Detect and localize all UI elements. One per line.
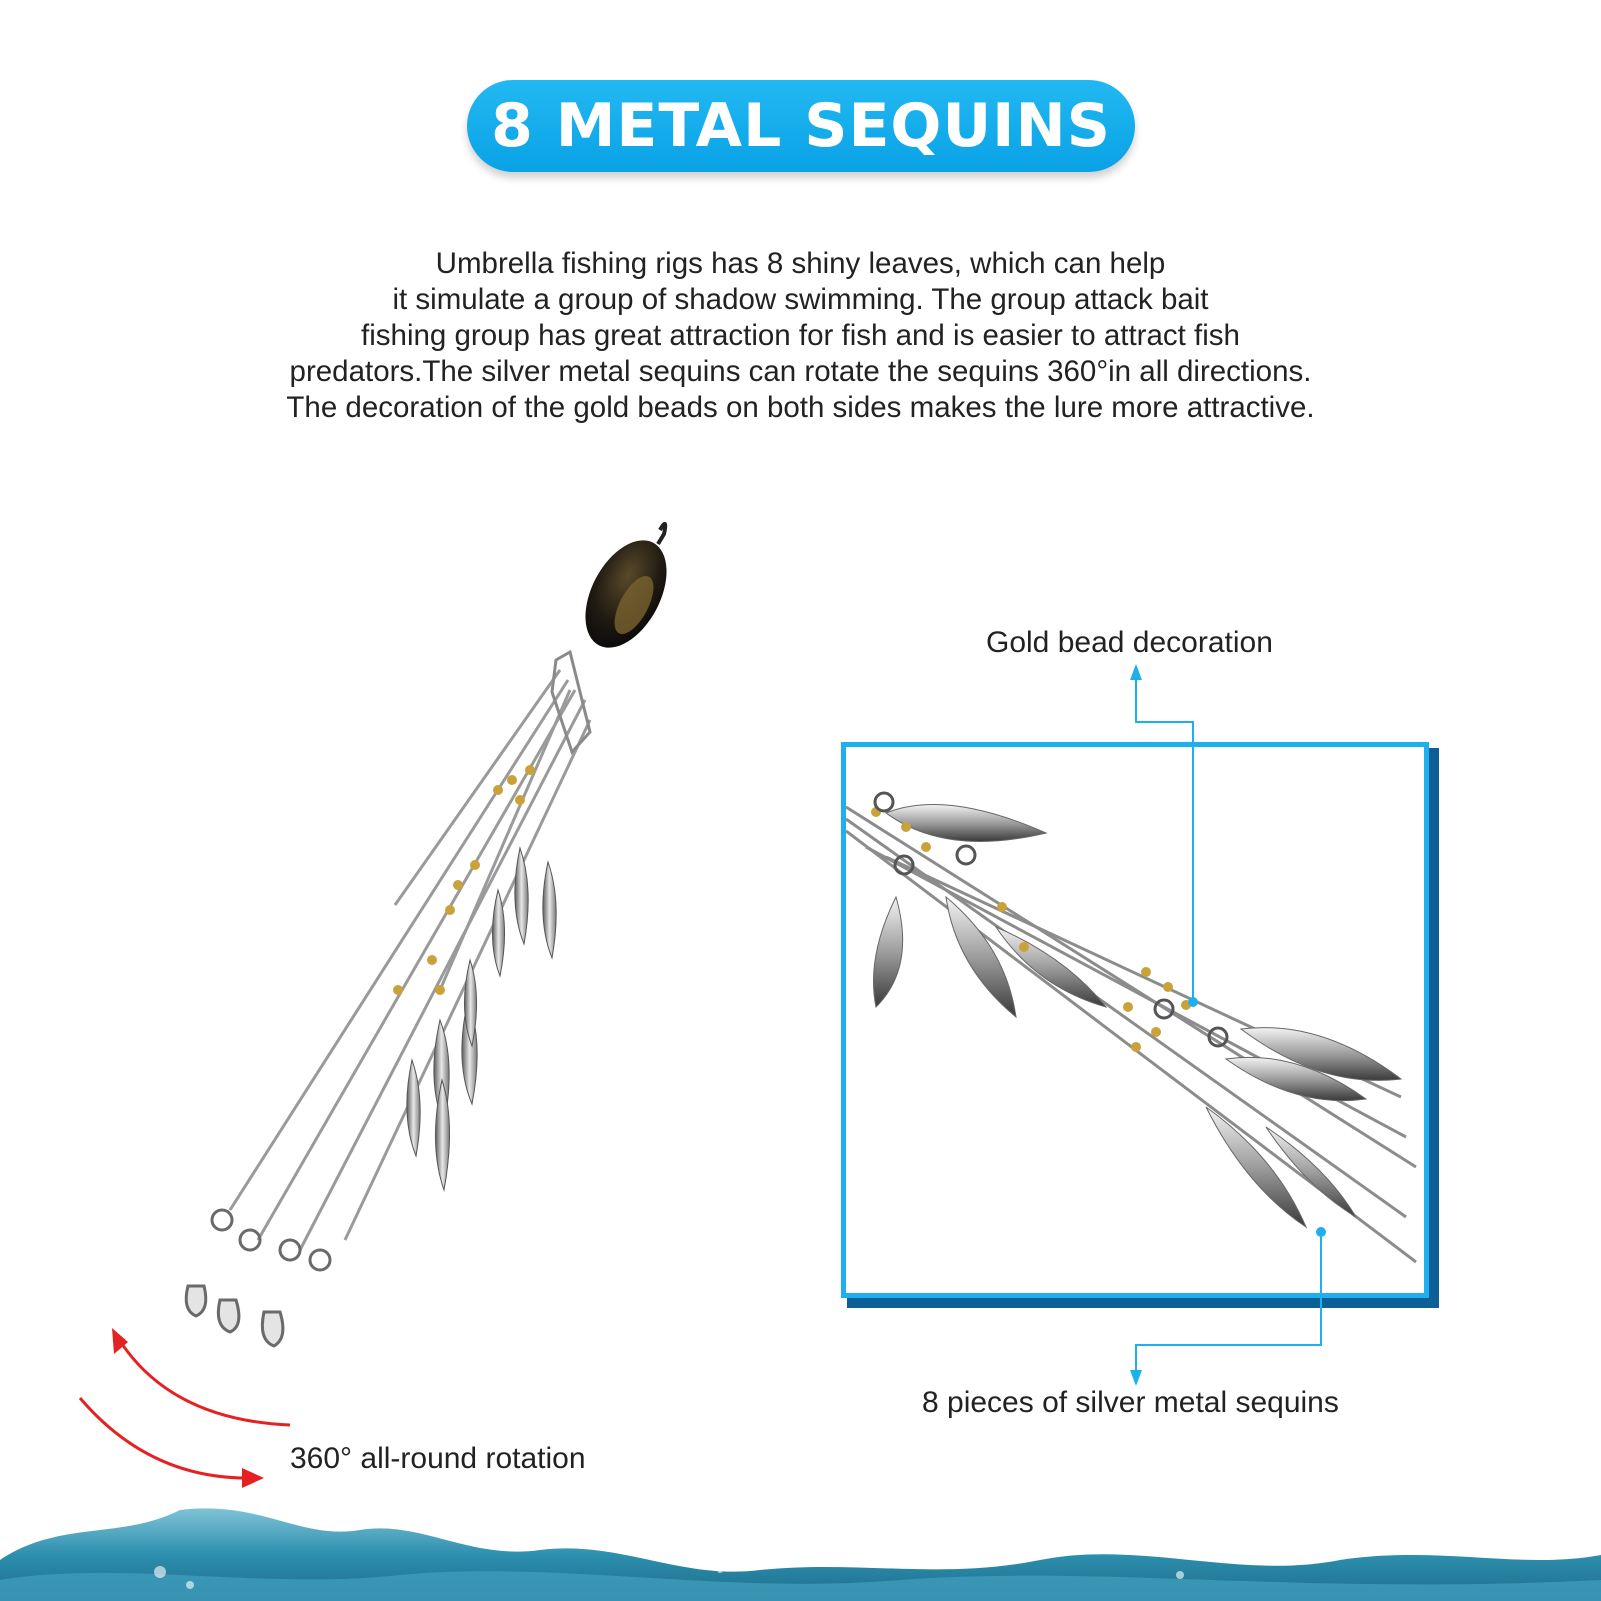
description-line: predators.The silver metal sequins can rotate the sequins 360°in all directions. <box>289 355 1312 388</box>
gold-bead-label: Gold bead decoration <box>986 626 1273 659</box>
description-line: fishing group has great attraction for fish and is easier to attract fish <box>361 319 1240 352</box>
sequins-label: 8 pieces of silver metal sequins <box>922 1386 1339 1419</box>
rotation-label: 360° all-round rotation <box>290 1442 586 1475</box>
arrow-down-icon <box>1130 1370 1142 1386</box>
callout-dot <box>1188 997 1198 1007</box>
description-line: Umbrella fishing rigs has 8 shiny leaves, which can help <box>435 247 1166 280</box>
description-line: The decoration of the gold beads on both sides makes the lure more attractive. <box>286 391 1315 424</box>
description-line: it simulate a group of shadow swimming. The group attack bait <box>392 283 1209 316</box>
callout-dot <box>1316 1227 1326 1237</box>
arrow-up-icon <box>1130 664 1142 680</box>
page-title: 8 METAL SEQUINS <box>491 91 1111 161</box>
